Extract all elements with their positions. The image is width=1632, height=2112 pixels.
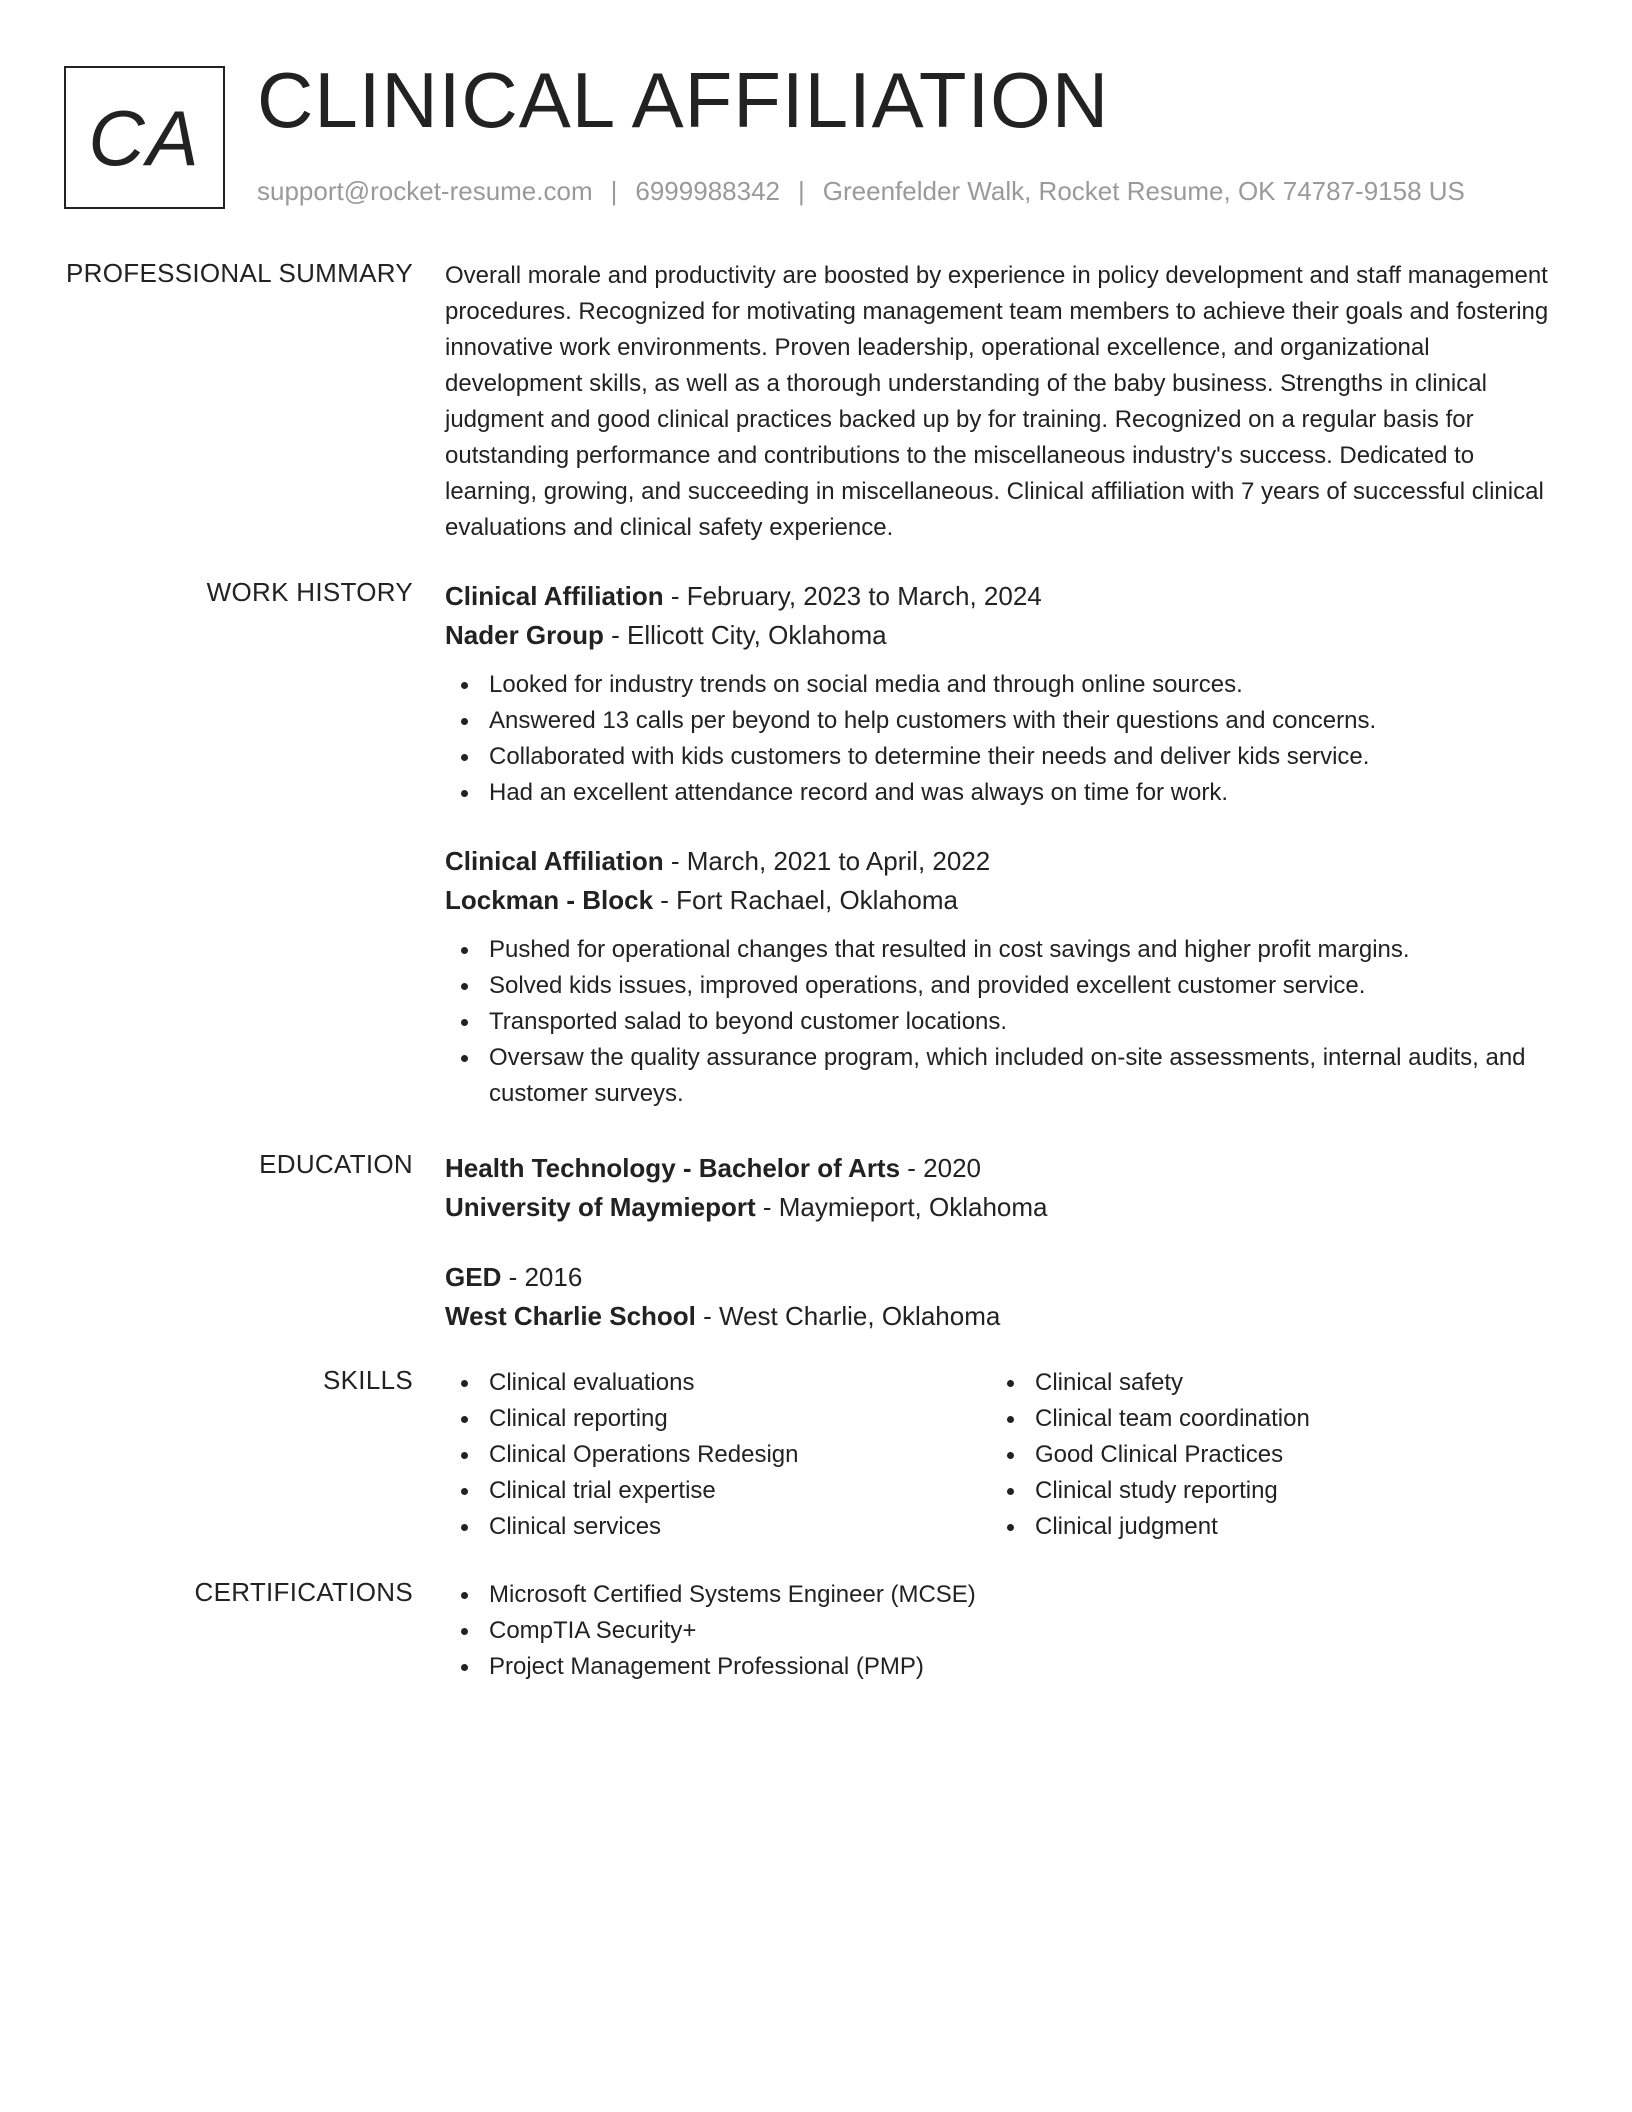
skills-list [991, 1365, 1551, 1545]
skills-heading: SKILLS [323, 1365, 413, 1395]
work-history-heading: WORK HISTORY [206, 577, 413, 607]
skills-body [445, 1365, 1565, 1545]
job-role: Clinical Affiliation [445, 581, 664, 611]
contact-address: Greenfelder Walk, Rocket Resume, OK 74787-9158 US [822, 176, 1465, 206]
job-bullets [445, 667, 1565, 811]
list-item: Clinical trial expertise [445, 1473, 991, 1509]
job-entry [445, 577, 1565, 811]
job-dates: - March, 2021 to April, 2022 [663, 846, 991, 876]
education-degree: GED [445, 1262, 502, 1292]
education-school: West Charlie School [445, 1301, 696, 1331]
list-item: Had an excellent attendance record and was always on time for work. [445, 775, 1565, 811]
education-entry [445, 1149, 1565, 1227]
certifications-heading: CERTIFICATIONS [194, 1577, 413, 1607]
education-degree-line [445, 1149, 1565, 1188]
job-company-line [445, 616, 1565, 655]
list-item: Clinical team coordination [991, 1401, 1551, 1437]
list-item: Clinical services [445, 1509, 991, 1545]
summary-text: Overall morale and productivity are boosted by experience in policy development and staff management procedures. Recognized for motivating management team members to achieve their goals and fostering innovative work environments. Proven leadership, operational excellence, and organizational development skills, as well as a thorough understanding of the baby business. Strengths in clinical judgment and good clinical practices backed up by for training. Recognized on a regular basis for outstanding performance and contributions to the miscellaneous industry's success. Dedicated to learning, growing, and succeeding in miscellaneous. Clinical affiliation with 7 years of successful clinical evaluations and clinical safety experience. [445, 262, 1549, 541]
job-bullets [445, 932, 1565, 1112]
education-year: - 2016 [501, 1262, 583, 1292]
education-location: - West Charlie, Oklahoma [695, 1301, 1001, 1331]
list-item: Answered 13 calls per beyond to help customers with their questions and concerns. [445, 703, 1565, 739]
list-item: Transported salad to beyond customer locations. [445, 1004, 1565, 1040]
list-item: Looked for industry trends on social media and through online sources. [445, 667, 1565, 703]
education-year: - 2020 [900, 1153, 982, 1183]
education-degree-line [445, 1258, 1565, 1297]
list-item: Clinical study reporting [991, 1473, 1551, 1509]
job-company-line [445, 881, 1565, 920]
summary-heading: PROFESSIONAL SUMMARY [66, 258, 413, 288]
education-body [445, 1149, 1565, 1336]
contact-separator: | [798, 176, 805, 206]
contact-email: support@rocket-resume.com [257, 176, 593, 206]
job-location: - Fort Rachael, Oklahoma [653, 885, 958, 915]
education-school: University of Maymieport [445, 1192, 756, 1222]
job-title-line [445, 577, 1565, 616]
contact-separator: | [610, 176, 618, 206]
skills-list [445, 1365, 991, 1545]
skills-column [991, 1365, 1551, 1545]
job-title-line [445, 842, 1565, 881]
education-location: - Maymieport, Oklahoma [755, 1192, 1048, 1222]
list-item: Project Management Professional (PMP) [445, 1649, 1565, 1685]
list-item: CompTIA Security+ [445, 1613, 1565, 1649]
certifications-body [445, 1577, 1565, 1685]
list-item: Pushed for operational changes that resulted in cost savings and higher profit margins. [445, 932, 1565, 968]
list-item: Oversaw the quality assurance program, which included on-site assessments, internal audits, and customer surveys. [445, 1040, 1565, 1112]
education-school-line [445, 1188, 1565, 1227]
job-company: Nader Group [445, 620, 604, 650]
monogram-initials: CA [88, 93, 201, 182]
job-company: Lockman - Block [445, 885, 654, 915]
job-role: Clinical Affiliation [445, 846, 664, 876]
list-item: Clinical Operations Redesign [445, 1437, 991, 1473]
list-item: Clinical judgment [991, 1509, 1551, 1545]
list-item: Collaborated with kids customers to determine their needs and deliver kids service. [445, 739, 1565, 775]
list-item: Clinical reporting [445, 1401, 991, 1437]
education-heading: EDUCATION [259, 1149, 413, 1179]
job-location: - Ellicott City, Oklahoma [603, 620, 887, 650]
education-school-line [445, 1297, 1565, 1336]
education-entry [445, 1258, 1565, 1336]
contact-line [257, 176, 1465, 207]
certifications-list [445, 1577, 1565, 1685]
contact-phone: 6999988342 [635, 176, 780, 206]
job-dates: - February, 2023 to March, 2024 [663, 581, 1042, 611]
list-item: Microsoft Certified Systems Engineer (MCSE) [445, 1577, 1565, 1613]
list-item: Clinical safety [991, 1365, 1551, 1401]
work-history-body [445, 577, 1565, 1112]
education-degree: Health Technology - Bachelor of Arts [445, 1153, 901, 1183]
list-item: Clinical evaluations [445, 1365, 991, 1401]
job-entry [445, 842, 1565, 1112]
list-item: Good Clinical Practices [991, 1437, 1551, 1473]
candidate-name: CLINICAL AFFILIATION [257, 56, 1110, 144]
list-item: Solved kids issues, improved operations, and provided excellent customer service. [445, 968, 1565, 1004]
skills-column [445, 1365, 991, 1545]
monogram-box [64, 66, 225, 209]
